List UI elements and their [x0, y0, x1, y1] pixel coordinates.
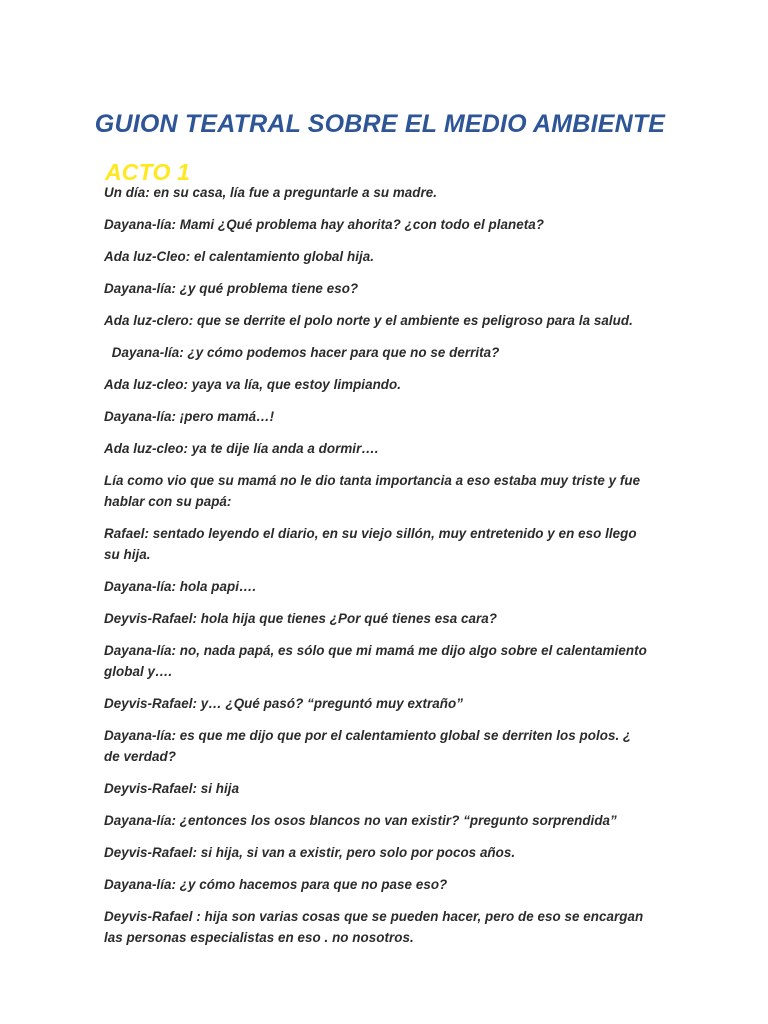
script-line: Ada luz-clero: que se derrite el polo norte y el ambiente es peligroso para la salud.	[104, 313, 633, 328]
script-line: Dayana-lía: ¿y cómo podemos hacer para que no se derrita?	[108, 345, 500, 360]
script-line: Rafael: sentado leyendo el diario, en su viejo sillón, muy entretenido y en eso llego su hija.	[104, 526, 641, 562]
script-line: Deyvis-Rafael : hija son varias cosas que se pueden hacer, pero de eso se encargan las personas especialistas en eso . no nosotros.	[104, 909, 647, 945]
script-line: Un día: en su casa, lía fue a preguntarle a su madre.	[104, 185, 438, 200]
script-line: Deyvis-Rafael: y… ¿Qué pasó? “preguntó muy extraño”	[104, 696, 463, 711]
script-line: Dayana-lía: ¡pero mamá…!	[104, 409, 275, 424]
page-title: GUION TEATRAL SOBRE EL MEDIO AMBIENTE	[94, 109, 666, 138]
act-heading: ACTO 1	[105, 159, 191, 186]
script-line: Lía como vio que su mamá no le dio tanta importancia a eso estaba muy triste y fue hablar con su papá:	[104, 473, 644, 509]
script-line: Dayana-lía: no, nada papá, es sólo que mi mamá me dijo algo sobre el calentamiento global y….	[104, 643, 651, 679]
script-line: Ada luz-cleo: yaya va lía, que estoy limpiando.	[104, 377, 402, 392]
script-line: Ada luz-cleo: ya te dije lía anda a dormir….	[104, 441, 379, 456]
script-line: Ada luz-Cleo: el calentamiento global hija.	[104, 249, 375, 264]
script-line: Deyvis-Rafael: si hija, si van a existir, pero solo por pocos años.	[104, 845, 516, 860]
script-line: Dayana-lía: ¿entonces los osos blancos no van existir? “pregunto sorprendida”	[104, 813, 617, 828]
script-line: Deyvis-Rafael: hola hija que tienes ¿Por qué tienes esa cara?	[104, 611, 498, 626]
script-line: Deyvis-Rafael: si hija	[104, 781, 240, 796]
script-body	[104, 182, 651, 948]
script-line: Dayana-lía: ¿y qué problema tiene eso?	[104, 281, 359, 296]
script-line: Dayana-lía: hola papi….	[104, 579, 257, 594]
script-line: Dayana-lía: es que me dijo que por el calentamiento global se derriten los polos. ¿ de verdad?	[104, 728, 636, 764]
script-line: Dayana-lía: Mami ¿Qué problema hay ahorita? ¿con todo el planeta?	[104, 217, 545, 232]
script-line: Dayana-lía: ¿y cómo hacemos para que no pase eso?	[104, 877, 448, 892]
